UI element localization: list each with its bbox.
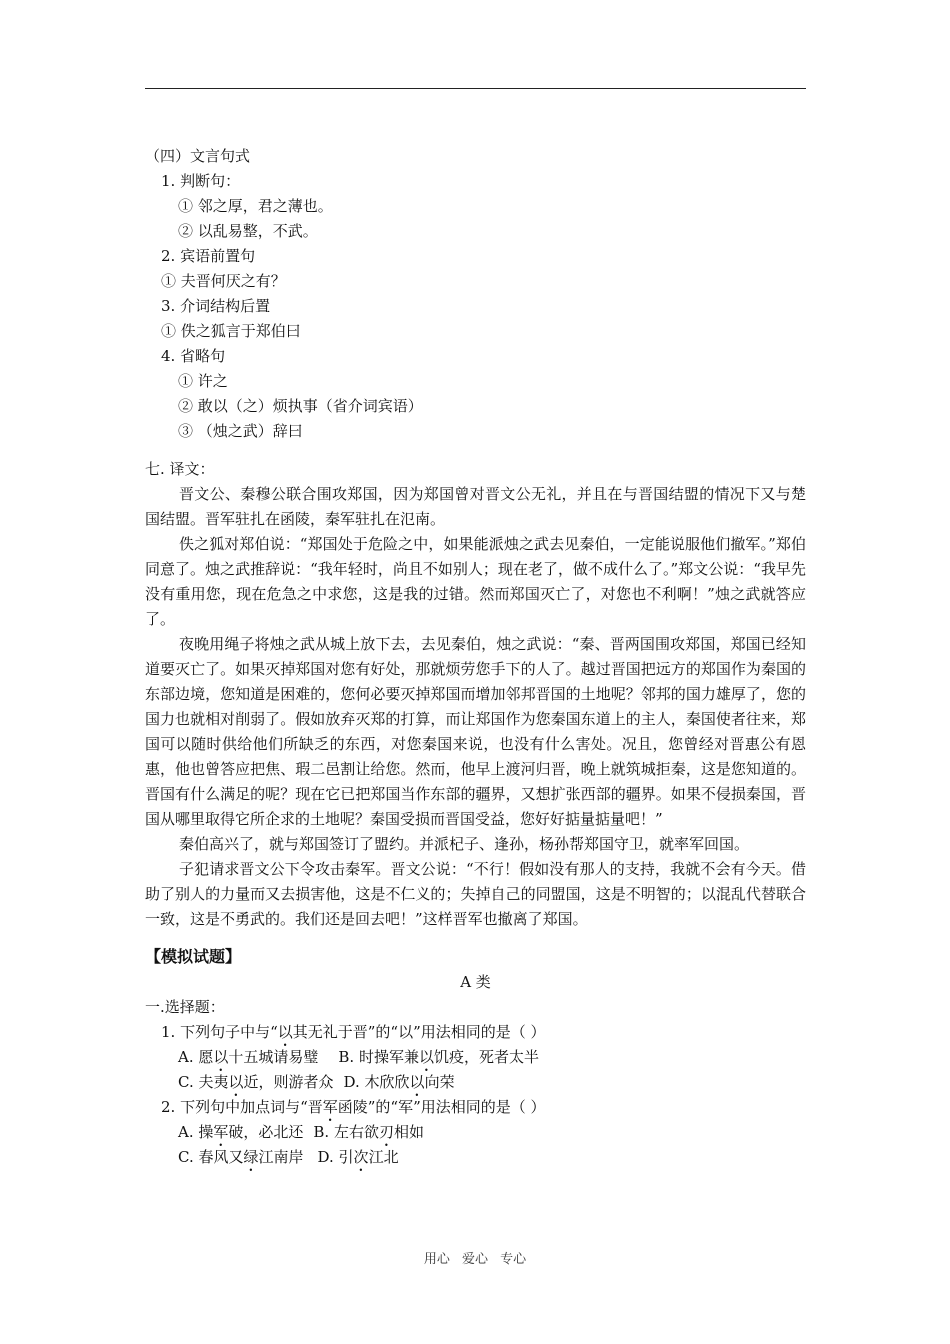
option-a: A. 操军破，必北还 (178, 1123, 304, 1141)
subsection-judgment: 1. 判断句： (161, 172, 241, 190)
example-item: ③ （烛之武）辞曰 (178, 422, 303, 440)
subsection-object-fronting: 2. 宾语前置句 (161, 247, 256, 265)
option-d: D. 引次江北 (317, 1148, 399, 1166)
example-item: ① 邻之厚，君之薄也。 (178, 197, 333, 215)
option-b: B. 时操军兼以饥疫，死者太半 (338, 1048, 539, 1066)
translation-paragraph: 夜晚用绳子将烛之武从城上放下去，去见秦伯，烛之武说：“秦、晋两国围攻郑国，郑国已经知道要灭亡了。如果灭掉郑国对您有好处，那就烦劳您手下的人了。越过晋国把远方的郑国作为秦国的东部边境，您知道是困难的，您何必要灭掉郑国而增加邻邦晋国的土地呢？邻邦的国力雄厚了，您的国力也就相对削弱了。假如放弃灭郑的打算，而让郑国作为您秦国东道上的主人，秦国使者往来，郑国可以随时供给他们所缺乏的东西，对您秦国来说，也没有什么害处。况且，您曾经对晋惠公有恩惠，他也曾答应把焦、瑕二邑割让给您。然而，他早上渡河归晋，晚上就筑城拒秦，这是您知道的。晋国有什么满足的呢？现在它已把郑国当作东部的疆界，又想扩张西部的疆界。如果不侵损秦国，晋国从哪里取得它所企求的土地呢？秦国受损而晋国受益，您好好掂量掂量吧！” (145, 635, 806, 828)
translation-paragraph: 子犯请求晋文公下令攻击秦军。晋文公说：“不行！假如没有那人的支持，我就不会有今天。借助了别人的力量而又去损害他，这是不仁义的；失掉自己的同盟国，这是不明智的；以混乱代替联合一致，这是不勇武的。我们还是回去吧！”这样晋军也撤离了郑国。 (145, 860, 806, 928)
option-a: A. 愿以十五城请易璧 (178, 1048, 319, 1066)
emphasized-word: 军 (322, 1098, 338, 1116)
option-b: B. 左右欲刃相如 (313, 1123, 424, 1141)
example-item: ① 佚之狐言于郑伯曰 (161, 322, 301, 340)
part-heading-multiple-choice: 一.选择题： (145, 998, 225, 1016)
question-1-options-cd (145, 1070, 806, 1095)
example-item: ① 许之 (178, 372, 228, 390)
section-heading-sentence-patterns: （四）文言句式 (145, 147, 251, 165)
question-2-options-ab (145, 1120, 806, 1145)
question-2-options-cd (145, 1145, 806, 1170)
example-item: ② 以乱易整，不武。 (178, 222, 318, 240)
subsection-prepositional-postposition: 3. 介词结构后置 (161, 297, 271, 315)
translation-heading: 七. 译文： (145, 460, 215, 478)
mock-exam-heading: 【模拟试题】 (145, 947, 242, 966)
category-label: A 类 (460, 973, 491, 991)
translation-paragraph: 佚之狐对郑伯说：“郑国处于危险之中，如果能派烛之武去见秦伯，一定能说服他们撤军。”郑伯同意了。烛之武推辞说：“我年轻时，尚且不如别人；现在老了，做不成什么了。”郑文公说：“我早先没有重用您，现在危急之中求您，这是我的过错。然而郑国灭亡了，对您也不利啊！”烛之武就答应了。 (145, 535, 806, 628)
question-1-stem: 1. 下列句子中与“以其无礼于晋”的“以”用法相同的是（ ） (161, 1023, 546, 1041)
option-d: D. 木欣欣以向荣 (343, 1073, 455, 1091)
page-footer: 用心 爱心 专心 (423, 1252, 527, 1267)
emphasized-word: 以 (277, 1023, 293, 1041)
translation-paragraph: 秦伯高兴了，就与郑国签订了盟约。并派杞子、逢孙，杨孙帮郑国守卫，就率军回国。 (179, 835, 750, 853)
header-rule (145, 88, 806, 89)
question-2-stem: 2. 下列句中加点词与“晋军函陵”的“军”用法相同的是（ ） (161, 1098, 546, 1116)
example-item: ① 夫晋何厌之有？ (161, 272, 286, 290)
document-body (145, 144, 806, 1170)
subsection-ellipsis: 4. 省略句 (161, 347, 226, 365)
example-item: ② 敢以（之）烦执事（省介词宾语） (178, 397, 423, 415)
option-c: C. 夫夷以近，则游者众 (178, 1073, 334, 1091)
option-c: C. 春风又绿江南岸 (178, 1148, 304, 1166)
translation-paragraph: 晋文公、秦穆公联合围攻郑国，因为郑国曾对晋文公无礼，并且在与晋国结盟的情况下又与楚国结盟。晋军驻扎在函陵，秦军驻扎在氾南。 (145, 485, 806, 528)
question-1-options-ab (145, 1045, 806, 1070)
